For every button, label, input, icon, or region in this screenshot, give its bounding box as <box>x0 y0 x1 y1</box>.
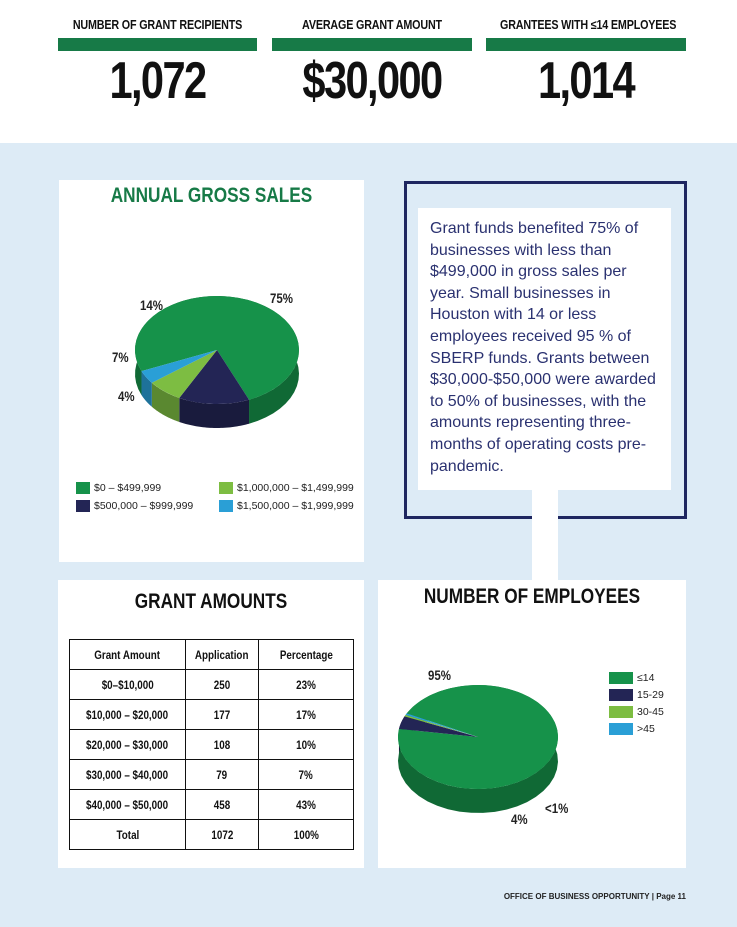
legend-item <box>609 706 664 718</box>
table-cell: $30,000 – $40,000 <box>70 760 186 790</box>
legend-swatch <box>609 672 633 684</box>
table-cell: $40,000 – $50,000 <box>70 790 186 820</box>
table-cell: 250 <box>186 670 259 700</box>
table-header: Application <box>186 640 259 670</box>
pie-label-lt1: <1% <box>545 800 569 816</box>
pie-label-95: 95% <box>428 667 451 683</box>
table-cell: 108 <box>186 730 259 760</box>
stat-value: 1,014 <box>537 52 635 110</box>
table-cell: $10,000 – $20,000 <box>70 700 186 730</box>
legend-label: 30-45 <box>637 706 664 718</box>
table-cell: 1072 <box>186 820 259 850</box>
legend-label: $1,500,000 – $1,999,999 <box>237 500 354 512</box>
legend-item <box>609 723 655 735</box>
stat-value: $30,000 <box>302 52 442 110</box>
pie-label-4: 4% <box>118 388 135 404</box>
footer-page: Page 11 <box>656 892 686 901</box>
legend-swatch <box>609 689 633 701</box>
stat-value: 1,072 <box>109 52 206 110</box>
legend-item <box>609 689 664 701</box>
table-header: Percentage <box>259 640 354 670</box>
pie-label-14: 14% <box>140 297 163 313</box>
table-cell: 79 <box>186 760 259 790</box>
annual-sales-title: ANNUAL GROSS SALES <box>110 184 313 207</box>
footer <box>0 892 686 901</box>
stat-label: AVERAGE GRANT AMOUNT <box>302 18 442 32</box>
pie-label-7: 7% <box>112 349 129 365</box>
table-cell: 100% <box>259 820 354 850</box>
grant-amounts-title: GRANT AMOUNTS <box>134 590 288 613</box>
table-cell: 17% <box>259 700 354 730</box>
pie-label-75: 75% <box>270 290 293 306</box>
footer-separator: | <box>651 892 654 901</box>
table-cell: Total <box>70 820 186 850</box>
legend-swatch <box>609 723 633 735</box>
legend-label: $0 – $499,999 <box>94 482 162 494</box>
table-cell: 177 <box>186 700 259 730</box>
quote-text: Grant funds benefited 75% of businesses with less than $499,000 in gross sales per year. Small businesses in Houston with 14 or less employees received 95 % of SBERP funds. Grants between $30,000-$50,000 were awarded to 50% of businesses, with the amounts representing three-months of operating costs pre-pandemic. <box>418 208 671 490</box>
table-cell: 10% <box>259 730 354 760</box>
table-cell: 7% <box>259 760 354 790</box>
table-cell: 43% <box>259 790 354 820</box>
legend-item <box>609 672 654 684</box>
stat-label: NUMBER OF GRANT RECIPIENTS <box>72 18 243 32</box>
legend-swatch <box>609 706 633 718</box>
legend-label: ≤14 <box>637 672 655 684</box>
table-cell: 458 <box>186 790 259 820</box>
table-cell: $20,000 – $30,000 <box>70 730 186 760</box>
stat-label: GRANTEES WITH ≤14 EMPLOYEES <box>500 18 677 32</box>
pie-label-4-emp: 4% <box>511 811 528 827</box>
table-cell: $0–$10,000 <box>70 670 186 700</box>
legend-label: $1,000,000 – $1,499,999 <box>237 482 354 494</box>
legend-label: >45 <box>637 723 655 735</box>
table-header: Grant Amount <box>70 640 186 670</box>
legend-label: 15-29 <box>637 689 664 701</box>
footer-org: OFFICE OF BUSINESS OPPORTUNITY <box>503 892 650 901</box>
employees-title: NUMBER OF EMPLOYEES <box>423 585 641 608</box>
table-cell: 23% <box>259 670 354 700</box>
legend-label: $500,000 – $999,999 <box>94 500 194 512</box>
slice-le14 <box>398 685 558 789</box>
